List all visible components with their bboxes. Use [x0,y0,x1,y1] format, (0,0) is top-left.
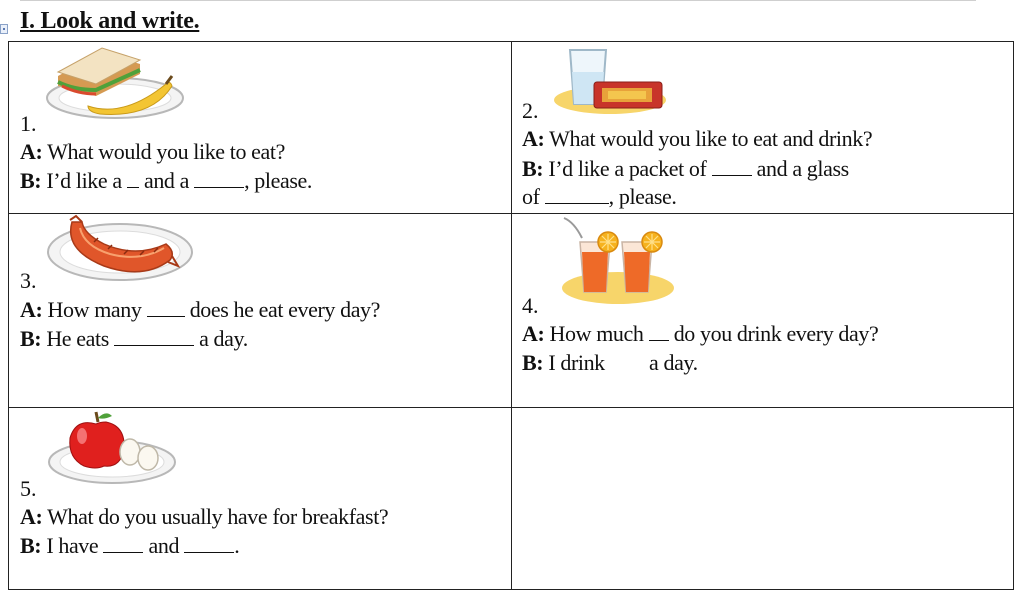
question-text: How much [549,321,644,346]
question-line [522,126,872,152]
answer-blank[interactable] [103,534,143,553]
answer-text: I have [46,533,99,558]
answer-text: a day. [649,350,698,375]
answer-text: and a glass [756,156,849,181]
answer-line [522,156,849,182]
question-text: What would you like to eat? [47,139,285,164]
two-orange-juice-glasses-icon [560,216,676,308]
speaker-a-label: A: [522,126,545,151]
table-row-divider [8,407,1014,408]
answer-text: I’d like a [46,168,122,193]
water-glass-and-biscuit-packet-icon [550,46,668,118]
item-number: 3. [20,268,37,293]
page-top-rule [20,0,976,1]
speaker-b-label: B: [522,350,544,375]
exercise-title: I. Look and write. [20,8,200,34]
answer-text: I drink [548,350,605,375]
answer-blank[interactable] [114,327,194,346]
item-number: 2. [522,98,539,123]
question-text: does he eat every day? [189,297,381,322]
question-line [20,139,285,165]
answer-text: and [148,533,180,558]
speaker-b-label: B: [20,533,42,558]
answer-line [20,326,248,352]
answer-blank[interactable] [184,534,234,553]
question-line [20,504,388,530]
answer-blank[interactable] [545,185,609,204]
answer-blank[interactable] [649,322,669,341]
question-text: What do you usually have for breakfast? [47,504,389,529]
table-column-divider [511,41,512,590]
speaker-a-label: A: [20,297,43,322]
speaker-a-label: A: [522,321,545,346]
question-text: How many [47,297,142,322]
question-line [20,297,380,323]
question-text: do you drink every day? [673,321,879,346]
item-number: 4. [522,293,539,318]
sandwich-banana-plate-icon [44,46,186,122]
answer-text: , please. [244,168,312,193]
speaker-a-label: A: [20,504,43,529]
answer-text: and a [143,168,189,193]
speaker-a-label: A: [20,139,43,164]
answer-line-continued [522,184,677,210]
answer-line [522,350,698,376]
answer-line [20,168,312,194]
table-anchor-handle[interactable] [0,24,8,34]
speaker-b-label: B: [20,326,42,351]
answer-text: , please. [608,184,677,209]
item-number: 1. [20,111,37,136]
answer-blank[interactable] [127,169,139,188]
speaker-b-label: B: [20,168,42,193]
answer-blank[interactable] [194,169,244,188]
speaker-b-label: B: [522,156,544,181]
answer-text: He eats [46,326,109,351]
item-number: 5. [20,476,37,501]
answer-blank[interactable] [147,298,185,317]
answer-text: of [522,184,540,209]
question-line [522,321,878,347]
sausage-plate-icon [44,214,196,284]
apple-and-eggs-plate-icon [46,410,178,486]
answer-text: I’d like a packet of [548,156,707,181]
answer-line [20,533,239,559]
answer-blank[interactable] [712,157,752,176]
answer-text: . [234,533,240,558]
answer-text: a day. [199,326,248,351]
question-text: What would you like to eat and drink? [549,126,873,151]
